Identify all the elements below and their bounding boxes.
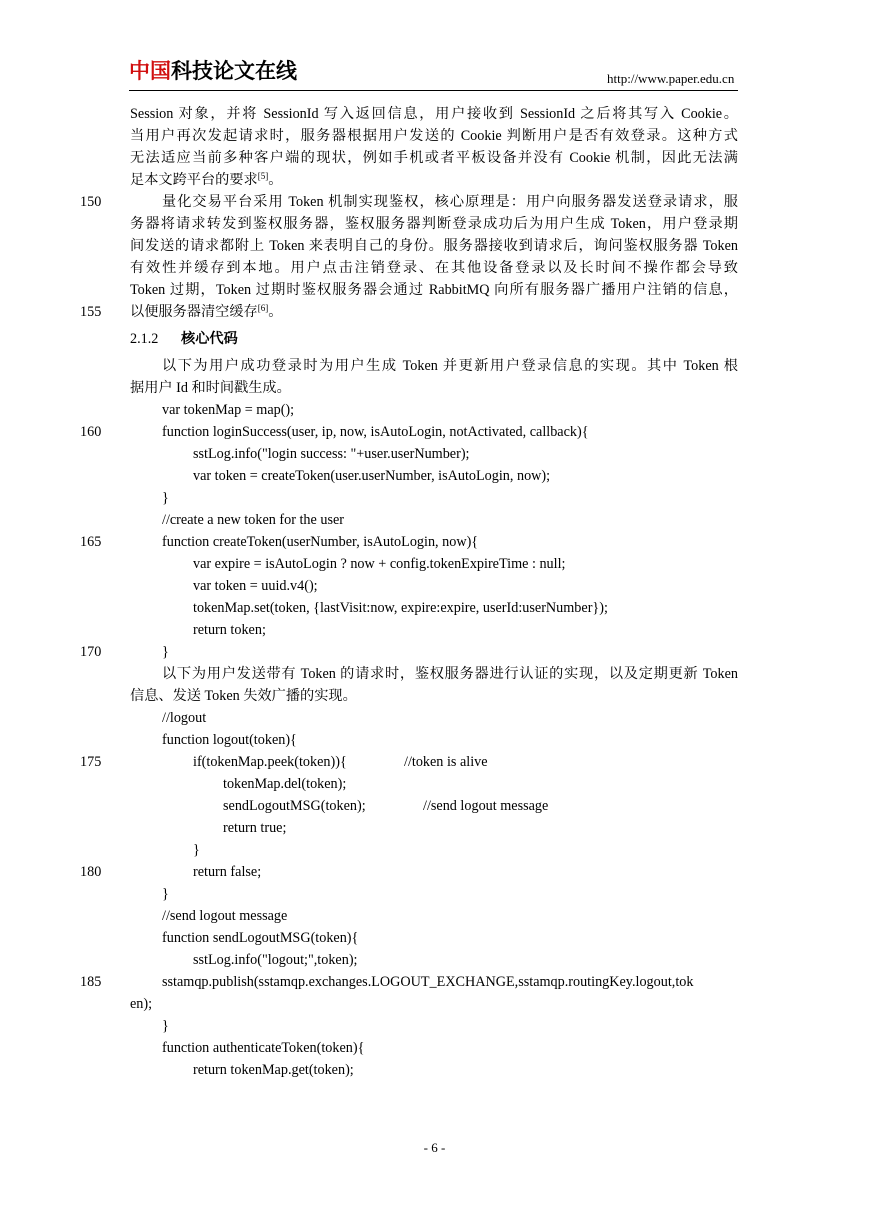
line-number: 160 — [80, 424, 102, 440]
text-line — [0, 685, 869, 707]
code-line — [0, 883, 869, 905]
paragraph-text: Session 对象，并将 SessionId 写入返回信息，用户接收到 SessionId 之后将其写入 Cookie。 — [130, 106, 738, 122]
code-text: return true; — [223, 820, 287, 836]
paragraph-text: 间发送的请求都附上 Token 来表明自己的身份。服务器接收到请求后，询问鉴权服务器 Token — [130, 238, 738, 254]
code-text: } — [193, 842, 200, 858]
code-line — [0, 839, 869, 861]
paragraph-text: Token 过期，Token 过期时鉴权服务器会通过 RabbitMQ 向所有服务器广播用户注销的信息， — [130, 282, 738, 298]
code-line — [0, 971, 869, 993]
text-line — [0, 663, 869, 685]
code-line — [0, 399, 869, 421]
text-line — [0, 147, 869, 169]
text-line — [0, 257, 869, 279]
code-line — [0, 1059, 869, 1081]
text-line — [0, 213, 869, 235]
line-number: 180 — [80, 864, 102, 880]
line-number: 175 — [80, 754, 102, 770]
code-text: sstamqp.publish(sstamqp.exchanges.LOGOUT_EXCHANGE,sstamqp.routingKey.logout,tok — [162, 974, 694, 990]
paragraph-text — [130, 301, 282, 323]
text-line — [0, 235, 869, 257]
code-text: var tokenMap = map(); — [162, 402, 295, 418]
code-line — [0, 509, 869, 531]
journal-logo — [129, 58, 297, 84]
code-text: function createToken(userNumber, isAutoLogin, now){ — [162, 534, 479, 550]
page-body — [0, 103, 869, 1081]
code-line — [0, 575, 869, 597]
text-line — [0, 191, 869, 213]
code-line — [0, 465, 869, 487]
text-run: 。 — [268, 304, 283, 320]
line-number: 170 — [80, 644, 102, 660]
code-line — [0, 1015, 869, 1037]
code-text: return tokenMap.get(token); — [193, 1062, 354, 1078]
code-text: var token = uuid.v4(); — [193, 578, 318, 594]
code-text: //send logout message — [162, 908, 288, 924]
code-line — [0, 993, 869, 1015]
code-text: } — [162, 1018, 169, 1034]
line-number: 150 — [80, 194, 102, 210]
code-line — [0, 1037, 869, 1059]
code-text: sstLog.info("login success: "+user.userNumber); — [193, 446, 470, 462]
code-text: //create a new token for the user — [162, 512, 344, 528]
code-text: } — [162, 490, 169, 506]
code-text: function loginSuccess(user, ip, now, isAutoLogin, notActivated, callback){ — [162, 424, 589, 440]
code-line — [0, 861, 869, 883]
code-text: sstLog.info("logout;",token); — [193, 952, 358, 968]
citation-ref[interactable]: [5] — [257, 171, 269, 181]
code-text: sendLogoutMSG(token); — [223, 798, 366, 814]
code-text: } — [162, 644, 169, 660]
line-number: 185 — [80, 974, 102, 990]
paragraph-text: 务器将请求转发到鉴权服务器，鉴权服务器判断登录成功后为用户生成 Token，用户登录期 — [130, 216, 738, 232]
text-line — [0, 355, 869, 377]
logo-black-text: 科技论文在线 — [171, 59, 297, 83]
text-run: 。 — [268, 172, 283, 188]
paragraph-text: 信息、发送 Token 失效广播的实现。 — [130, 688, 357, 704]
code-line — [0, 795, 869, 817]
code-text: function authenticateToken(token){ — [162, 1040, 365, 1056]
code-line — [0, 641, 869, 663]
text-run: 足本文跨平台的要求 — [130, 172, 258, 188]
paragraph-text: 有效性并缓存到本地。用户点击注销登录、在其他设备登录以及长时间不操作都会导致 — [130, 260, 738, 276]
code-text: function logout(token){ — [162, 732, 297, 748]
section-heading — [0, 328, 869, 350]
header-divider — [129, 90, 738, 91]
citation-ref[interactable]: [6] — [257, 303, 269, 313]
code-text: function sendLogoutMSG(token){ — [162, 930, 359, 946]
text-line — [0, 169, 869, 191]
text-line — [0, 125, 869, 147]
code-line — [0, 729, 869, 751]
text-line — [0, 103, 869, 125]
code-line — [0, 531, 869, 553]
line-number: 165 — [80, 534, 102, 550]
code-text: return token; — [193, 622, 266, 638]
code-comment: //send logout message — [423, 798, 549, 814]
text-line — [0, 279, 869, 301]
code-line — [0, 927, 869, 949]
text-run: 以便服务器清空缓存 — [130, 304, 258, 320]
paragraph-text: 据用户 Id 和时间戳生成。 — [130, 380, 291, 396]
code-line — [0, 553, 869, 575]
code-line — [0, 905, 869, 927]
code-text: var token = createToken(user.userNumber, isAutoLogin, now); — [193, 468, 551, 484]
code-line — [0, 487, 869, 509]
code-line — [0, 443, 869, 465]
code-line — [0, 421, 869, 443]
code-text: return false; — [193, 864, 262, 880]
paragraph-text — [130, 169, 282, 191]
logo-red-text: 中国 — [129, 59, 171, 83]
code-line — [0, 949, 869, 971]
section-number: 2.1.2 — [130, 331, 159, 347]
code-line — [0, 707, 869, 729]
paragraph-text: 以下为用户成功登录时为用户生成 Token 并更新用户登录信息的实现。其中 Token 根 — [162, 358, 738, 374]
code-line — [0, 597, 869, 619]
page-number: - 6 - — [423, 1140, 446, 1155]
text-line — [0, 301, 869, 323]
paragraph-text: 无法适应当前多种客户端的现状，例如手机或者平板设备并没有 Cookie 机制，因此无法满 — [130, 150, 738, 166]
line-number: 155 — [80, 304, 102, 320]
code-line — [0, 817, 869, 839]
site-url[interactable]: http://www.paper.edu.cn — [607, 71, 735, 86]
code-line — [0, 619, 869, 641]
code-text: if(tokenMap.peek(token)){ — [193, 754, 347, 770]
code-text: tokenMap.del(token); — [223, 776, 347, 792]
code-text: } — [162, 886, 169, 902]
code-text: en); — [130, 996, 153, 1012]
code-text: var expire = isAutoLogin ? now + config.tokenExpireTime : null; — [193, 556, 566, 572]
paragraph-text: 当用户再次发起请求时，服务器根据用户发送的 Cookie 判断用户是否有效登录。这种方式 — [130, 128, 738, 144]
code-text: //logout — [162, 710, 207, 726]
code-comment: //token is alive — [404, 754, 488, 770]
code-line — [0, 751, 869, 773]
code-text: tokenMap.set(token, {lastVisit:now, expire:expire, userId:userNumber}); — [193, 600, 608, 616]
text-line — [0, 377, 869, 399]
paragraph-text: 量化交易平台采用 Token 机制实现鉴权，核心原理是：用户向服务器发送登录请求，服 — [162, 194, 738, 210]
code-line — [0, 773, 869, 795]
paragraph-text: 以下为用户发送带有 Token 的请求时，鉴权服务器进行认证的实现，以及定期更新 Token — [162, 666, 738, 682]
section-title: 核心代码 — [181, 331, 238, 347]
